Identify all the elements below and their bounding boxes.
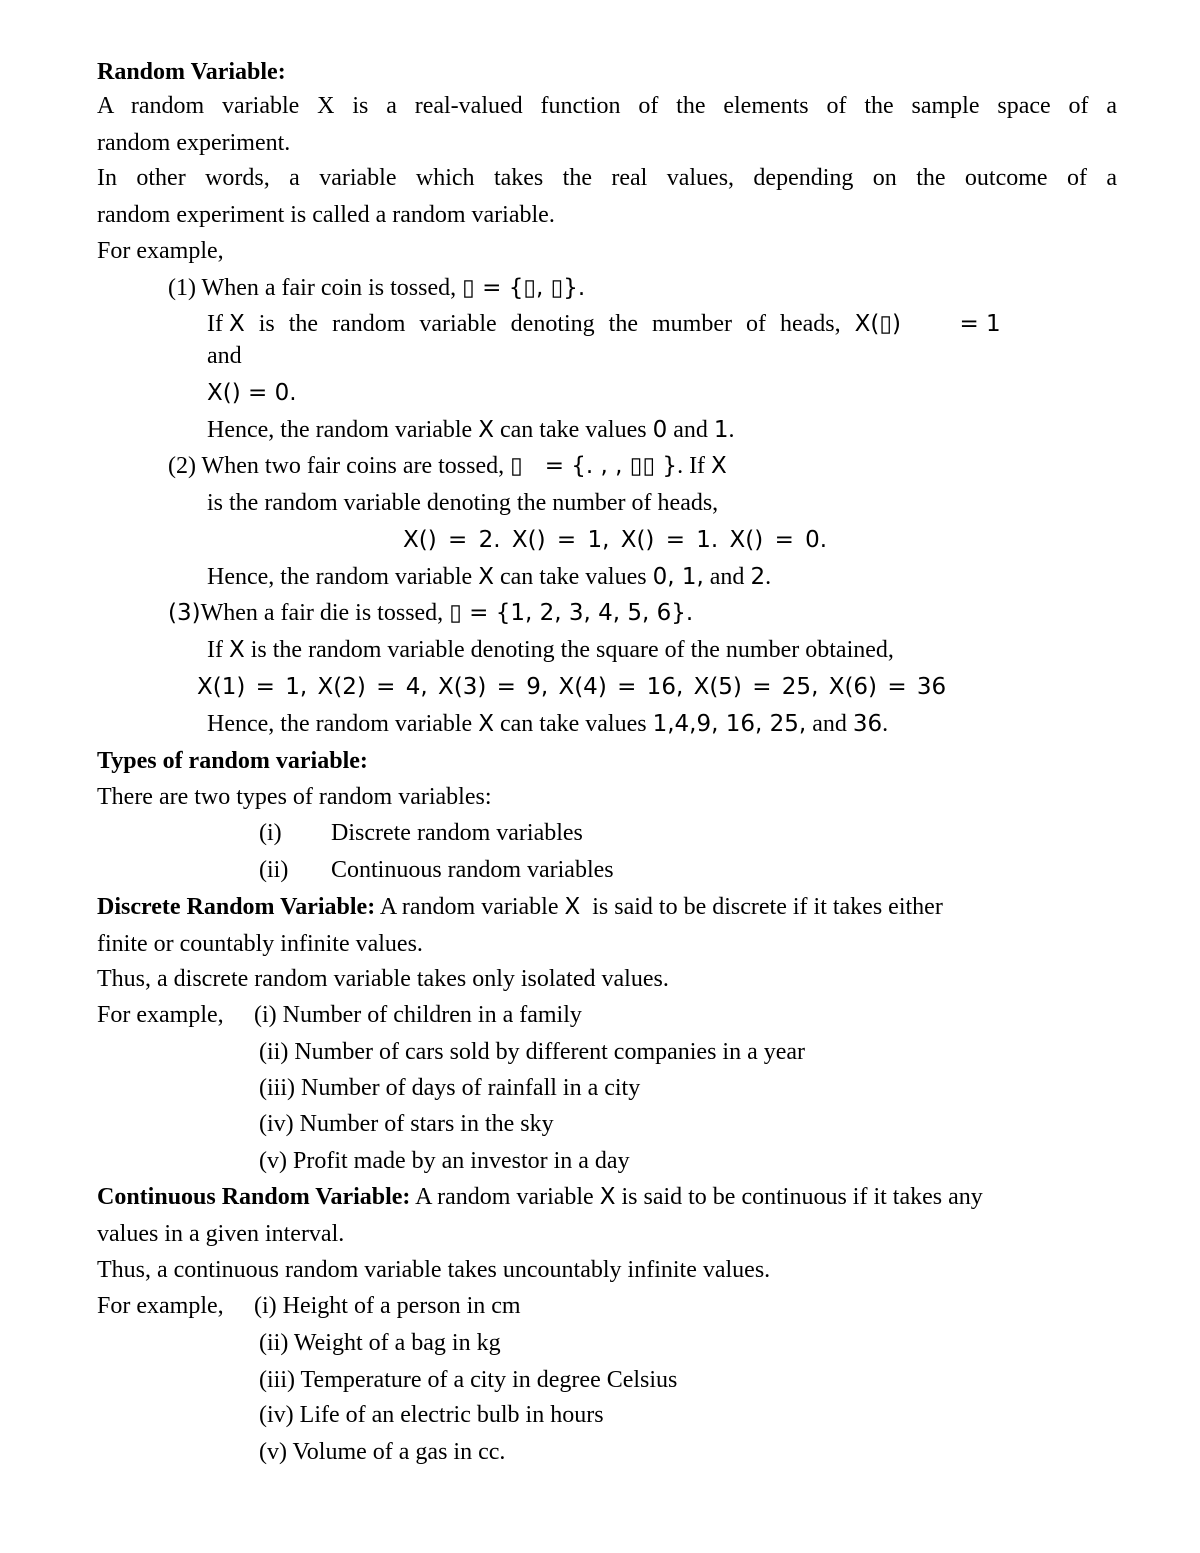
example-3-line-2: If X is the random variable denoting the square of the number obtained,	[207, 637, 894, 663]
example-2-line-1: (2) When two fair coins are tossed, ▯ = {. , , ▯▯ }. If X	[168, 453, 727, 479]
definition-line-1: A random variable X is a real-valued function of the elements of the sample space of a	[97, 93, 1117, 119]
types-intro: There are two types of random variables:	[97, 784, 492, 810]
for-example-label: For example,	[97, 238, 224, 264]
discrete-example-lead: For example,	[97, 1002, 224, 1028]
continuous-uncountable-values: Thus, a continuous random variable takes uncountably infinite values.	[97, 1257, 771, 1283]
example-1-line-1: (1) When a fair coin is tossed, ▯ = {▯, ▯}.	[168, 275, 586, 301]
section-heading-random-variable: Random Variable:	[97, 59, 286, 85]
discrete-example-item: (v) Profit made by an investor in a day	[259, 1148, 630, 1174]
example-2-line-2: is the random variable denoting the number of heads,	[207, 490, 719, 516]
other-words-line-2: random experiment is called a random variable.	[97, 202, 555, 228]
continuous-example-item: (iv) Life of an electric bulb in hours	[259, 1402, 604, 1428]
discrete-isolated-values: Thus, a discrete random variable takes only isolated values.	[97, 966, 669, 992]
discrete-example-item: (i) Number of children in a family	[254, 1002, 582, 1028]
example-3-values: X(1) = 1, X(2) = 4, X(3) = 9, X(4) = 16, X(5) = 25, X(6) = 36	[197, 674, 947, 700]
types-item-1-text: Discrete random variables	[331, 820, 583, 846]
example-1-line-4: X() = 0.	[207, 380, 297, 406]
discrete-example-item: (iv) Number of stars in the sky	[259, 1111, 554, 1137]
types-item-2-number: (ii)	[259, 857, 289, 883]
section-heading-types: Types of random variable:	[97, 748, 368, 774]
other-words-line-1: In other words, a variable which takes the real values, depending on the outcome of a	[97, 165, 1117, 191]
example-3-line-1: (3)When a fair die is tossed, ▯ = {1, 2, 3, 4, 5, 6}.	[168, 600, 694, 626]
discrete-example-item: (iii) Number of days of rainfall in a city	[259, 1075, 641, 1101]
continuous-example-item: (v) Volume of a gas in cc.	[259, 1439, 506, 1465]
continuous-definition-line-2: values in a given interval.	[97, 1221, 345, 1247]
discrete-definition-line-2: finite or countably infinite values.	[97, 931, 423, 957]
types-item-1-number: (i)	[259, 820, 282, 846]
example-2-values: X() = 2. X() = 1, X() = 1. X() = 0.	[403, 527, 828, 553]
continuous-example-item: (ii) Weight of a bag in kg	[259, 1330, 501, 1356]
continuous-definition-line-1: Continuous Random Variable: A random variable X is said to be continuous if it takes any	[97, 1184, 983, 1210]
discrete-example-item: (ii) Number of cars sold by different companies in a year	[259, 1039, 806, 1065]
example-3-conclusion: Hence, the random variable X can take values 1,4,9, 16, 25, and 36.	[207, 711, 889, 737]
discrete-definition-line-1: Discrete Random Variable: A random variable X is said to be discrete if it takes either	[97, 894, 943, 920]
example-1-conclusion: Hence, the random variable X can take values 0 and 1.	[207, 417, 735, 443]
definition-line-2: random experiment.	[97, 130, 291, 156]
continuous-example-item: (i) Height of a person in cm	[254, 1293, 521, 1319]
continuous-example-lead: For example,	[97, 1293, 224, 1319]
types-item-2-text: Continuous random variables	[331, 857, 614, 883]
example-1-line-2: If X is the random variable denoting the mumber of heads, X(▯) = 1	[207, 311, 1001, 337]
example-1-line-3: and	[207, 343, 242, 369]
example-2-conclusion: Hence, the random variable X can take values 0, 1, and 2.	[207, 564, 772, 590]
continuous-example-item: (iii) Temperature of a city in degree Celsius	[259, 1367, 678, 1393]
